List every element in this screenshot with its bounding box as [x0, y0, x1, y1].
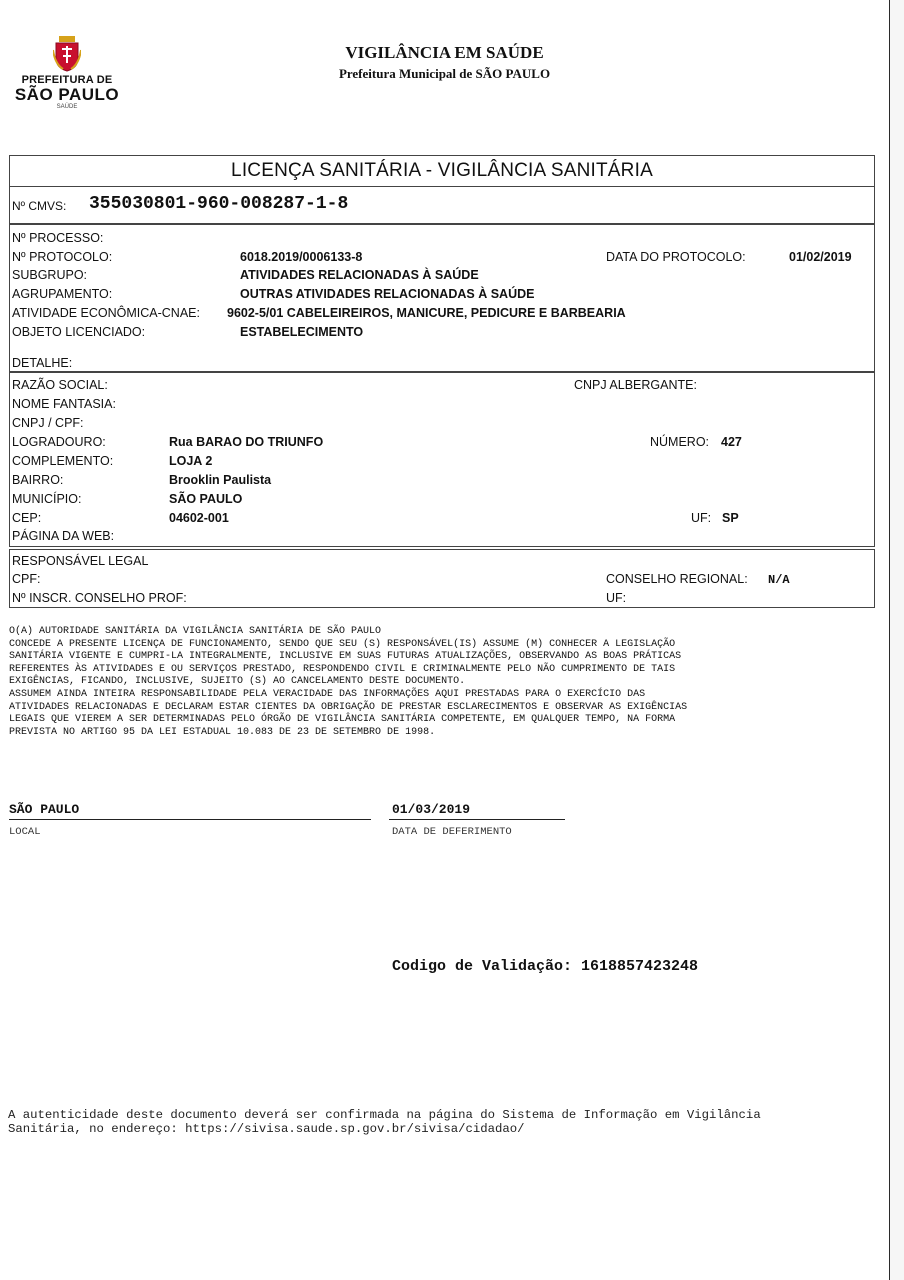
responsavel-legal-label: RESPONSÁVEL LEGAL [12, 554, 149, 568]
logradouro-value: Rua BARAO DO TRIUNFO [169, 435, 324, 449]
agrupamento-value: OUTRAS ATIVIDADES RELACIONADAS À SAÚDE [240, 287, 535, 301]
processo-label: Nº PROCESSO: [12, 231, 104, 245]
subgrupo-value: ATIVIDADES RELACIONADAS À SAÚDE [240, 268, 479, 282]
responsible-uf-label: UF: [606, 591, 627, 605]
protocolo-value: 6018.2019/0006133-8 [240, 250, 363, 264]
nome-fantasia-label: NOME FANTASIA: [12, 397, 116, 411]
header-subtitle: Prefeitura Municipal de SÃO PAULO [338, 66, 551, 81]
municipio-value: SÃO PAULO [169, 492, 243, 506]
logo-line-2: SÃO PAULO [14, 85, 120, 104]
cnae-value: 9602-5/01 CABELEIREIROS, MANICURE, PEDICURE E BARBEARIA [227, 306, 626, 320]
local-line [9, 819, 371, 820]
authenticity-note: A autenticidade deste documento deverá ser confirmada na página do Sistema de Informação em Vigilância Sanitária, no endereço: https://sivisa.saude.sp.gov.br/sivisa/cidadao/ [8, 1108, 761, 1136]
cnpj-cpf-label: CNPJ / CPF: [12, 416, 84, 430]
local-value: SÃO PAULO [9, 802, 80, 817]
bairro-label: BAIRRO: [12, 473, 64, 487]
conselho-regional-label: CONSELHO REGIONAL: [606, 572, 748, 586]
company-section [9, 372, 875, 547]
document-title-box [9, 155, 875, 187]
data-protocolo-label: DATA DO PROTOCOLO: [606, 250, 746, 264]
pagina-web-label: PÁGINA DA WEB: [12, 529, 115, 543]
cep-label: CEP: [12, 511, 42, 525]
local-label: LOCAL [9, 826, 41, 838]
cpf-label: CPF: [12, 572, 41, 586]
data-protocolo-value: 01/02/2019 [789, 250, 852, 264]
subgrupo-label: SUBGRUPO: [12, 268, 88, 282]
validation-code: Codigo de Validação: 1618857423248 [392, 958, 699, 975]
date-line [389, 819, 565, 820]
process-section [9, 224, 875, 372]
date-label: DATA DE DEFERIMENTO [392, 826, 512, 838]
complemento-value: LOJA 2 [169, 454, 213, 468]
cep-value: 04602-001 [169, 511, 229, 525]
bairro-value: Brooklin Paulista [169, 473, 272, 487]
uf-value: SP [722, 511, 739, 525]
logo-line-1: PREFEITURA DE [21, 74, 113, 86]
municipio-label: MUNICÍPIO: [12, 492, 82, 506]
conselho-regional-value: N/A [768, 573, 790, 587]
page-edge [889, 0, 904, 1280]
document-title: LICENÇA SANITÁRIA - VIGILÂNCIA SANITÁRIA [231, 160, 653, 181]
detalhe-label: DETALHE: [12, 356, 73, 370]
inscr-conselho-label: Nº INSCR. CONSELHO PROF: [12, 591, 187, 605]
responsible-section [9, 549, 875, 608]
uf-label: UF: [691, 511, 712, 525]
legal-declaration: O(A) AUTORIDADE SANITÁRIA DA VIGILÂNCIA SANITÁRIA DE SÃO PAULO CONCEDE A PRESENTE LICENÇA DE FUNCIONAMENTO, SENDO QUE SEU (S) RESPONSÁVEL(IS) ASSUME (M) CONHECER A LEGISLAÇÃO SANITÁRIA VIGENTE E CUMPRI-LA INTEGRALMENTE, INCLUSIVE EM SUAS FUTURAS ATUALIZAÇÕES, OBSERVANDO AS BOAS PRÁTICAS REFERENTES ÀS ATIVIDADES E OU SERVIÇOS PRESTADO, RESPONDENDO CIVIL E CRIMINALMENTE PELO NÃO CUMPRIMENTO DE TAIS EXIGÊNCIAS, FICANDO, INCLUSIVE, SUJEITO (S) AO CANCELAMENTO DESTE DOCUMENTO. ASSUMEM AINDA INTEIRA RESPONSABILIDADE PELA VERACIDADE DAS INFORMAÇÕES AQUI PRESTADAS PARA O EXERCÍCIO DAS ATIVIDADES RELACIONADAS E DECLARAM ESTAR CIENTES DA OBRIGAÇÃO DE PRESTAR ESCLARECIMENTOS E OBSERVAR AS EXIGÊNCIAS LEGAIS QUE VIEREM A SER DETERMINADAS PELO ÓRGÃO DE VIGILÂNCIA SANITÁRIA COMPETENTE, EM QUALQUER TEMPO, NA FORMA PREVISTA NO ARTIGO 95 DA LEI ESTADUAL 10.083 DE 23 DE SETEMBRO DE 1998. [9, 626, 688, 738]
logo-line-3: SAÚDE [56, 104, 78, 110]
cmvs-label: Nº CMVS: [12, 199, 67, 213]
objeto-label: OBJETO LICENCIADO: [12, 325, 146, 339]
cmvs-box [9, 186, 875, 224]
numero-label: NÚMERO: [650, 435, 710, 449]
razao-social-label: RAZÃO SOCIAL: [12, 378, 108, 392]
cnae-label: ATIVIDADE ECONÔMICA-CNAE: [12, 306, 200, 320]
complemento-label: COMPLEMENTO: [12, 454, 114, 468]
cnpj-albergante-label: CNPJ ALBERGANTE: [574, 378, 697, 392]
agrupamento-label: AGRUPAMENTO: [12, 287, 113, 301]
cmvs-value: 355030801-960-008287-1-8 [89, 194, 349, 214]
numero-value: 427 [721, 435, 742, 449]
header-title: VIGILÂNCIA EM SAÚDE [345, 43, 544, 62]
logradouro-label: LOGRADOURO: [12, 435, 106, 449]
date-value: 01/03/2019 [392, 802, 471, 817]
objeto-value: ESTABELECIMENTO [240, 325, 364, 339]
protocolo-label: Nº PROTOCOLO: [12, 250, 113, 264]
